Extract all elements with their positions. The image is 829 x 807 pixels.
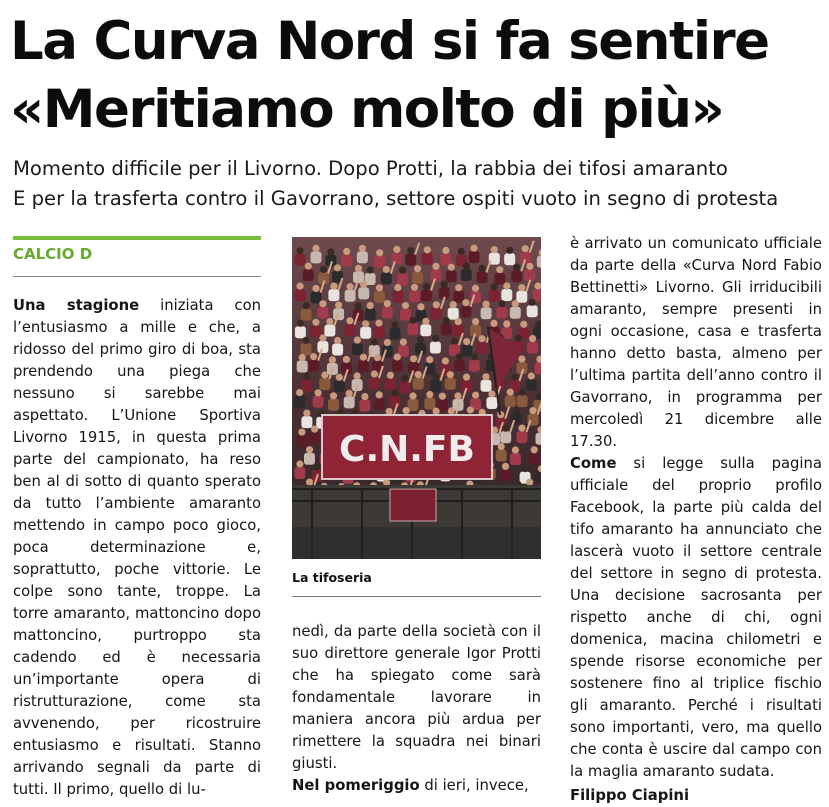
fan-head	[513, 407, 520, 414]
fan-head	[462, 299, 469, 306]
fan-head	[498, 300, 505, 307]
fan-head	[507, 389, 514, 396]
fan-head	[519, 389, 526, 396]
fan-body	[453, 291, 464, 303]
fan-head	[335, 302, 342, 309]
fan-head	[303, 410, 310, 417]
fan-head	[376, 249, 383, 256]
fan-head	[472, 318, 479, 325]
fan-body	[301, 309, 312, 321]
fan-body	[461, 269, 472, 281]
fan-head	[306, 479, 313, 486]
fan-body	[359, 400, 370, 412]
fans-photo	[292, 237, 541, 559]
fan-head	[296, 247, 303, 254]
fan-head	[310, 353, 317, 360]
fan-head	[442, 357, 449, 364]
headline-line-2: «Meritiamo molto di più»	[10, 80, 825, 140]
fan-head	[403, 407, 410, 414]
article-column-3	[570, 233, 822, 807]
fan-head	[302, 337, 309, 344]
fan-body	[469, 360, 480, 372]
fan-body	[311, 251, 322, 263]
fan-body	[441, 323, 452, 335]
fan-body	[510, 307, 521, 319]
paragraph-3-lead: Come	[570, 455, 616, 472]
fan-head	[483, 301, 490, 308]
fan-body	[489, 290, 500, 302]
fan-head	[355, 265, 362, 272]
fan-body	[469, 251, 480, 263]
fan-head	[343, 248, 350, 255]
fan-head	[409, 317, 416, 324]
fan-head	[467, 406, 474, 413]
fan-head	[414, 265, 421, 272]
fan-body	[501, 289, 512, 301]
fan-body	[445, 378, 456, 390]
fan-body	[448, 308, 459, 320]
fan-head	[478, 335, 485, 342]
paragraph-2-part-b	[570, 233, 822, 453]
fan-head	[407, 247, 414, 254]
fan-head	[367, 302, 374, 309]
paragraph-1-part-a	[13, 295, 261, 801]
fan-head	[384, 339, 391, 346]
section-label: CALCIO D	[13, 245, 92, 263]
fan-body	[332, 344, 343, 356]
fan-head	[424, 246, 431, 253]
fan-body	[440, 253, 451, 265]
fan-body	[344, 396, 355, 408]
fan-body	[294, 396, 305, 408]
fan-head	[502, 463, 509, 470]
fan-body	[504, 253, 515, 265]
fan-head	[522, 465, 529, 472]
fan-body	[374, 291, 385, 303]
fan-head	[498, 443, 505, 450]
fan-body	[408, 323, 419, 335]
fan-head	[296, 389, 303, 396]
paragraph-1-lead: Una stagione	[13, 297, 139, 314]
fan-head	[526, 479, 533, 486]
fan-body	[374, 256, 385, 268]
fan-head	[367, 266, 374, 273]
fan-body	[390, 328, 401, 340]
fan-body	[526, 379, 537, 391]
fan-head	[443, 317, 450, 324]
fan-body	[301, 416, 312, 428]
fan-head	[374, 354, 381, 361]
fan-body	[374, 326, 385, 338]
fan-head	[315, 389, 322, 396]
fan-head	[346, 317, 353, 324]
fan-body	[412, 272, 423, 284]
fan-body	[536, 433, 542, 445]
fan-body	[358, 360, 369, 372]
fan-body	[399, 382, 410, 394]
fan-head	[528, 372, 535, 379]
fan-head	[432, 335, 439, 342]
fan-body	[496, 307, 507, 319]
fan-body	[421, 290, 432, 302]
fan-head	[454, 392, 461, 399]
fan-head	[311, 426, 318, 433]
fan-body	[295, 289, 306, 301]
fan-head	[439, 393, 446, 400]
fan-head	[448, 264, 455, 271]
headline-line-1: La Curva Nord si fa sentire	[10, 12, 825, 72]
fan-head	[456, 353, 463, 360]
fan-body	[295, 254, 306, 266]
fan-head	[319, 334, 326, 341]
fan-body	[385, 378, 396, 390]
caption-divider	[292, 596, 541, 597]
fan-head	[326, 318, 333, 325]
paragraph-2-text-b: è arrivato un comunicato ufficiale da parte della «Curva Nord Fabio Bettinetti» Livorno. Gli irriducibili amaranto, sempre presenti in ogni occasione, casa e trasferta hanno detto basta, almeno per l’ultima partita dell’anno contro il Gavorrano, in programma per mercoledì 21 dicembre alle 17.30.	[570, 235, 822, 450]
subheadline-line-1: Momento difficile per il Livorno. Dopo Protti, la rabbia dei tifosi amaranto	[13, 154, 728, 184]
fan-body	[500, 469, 511, 481]
fan-head	[526, 263, 533, 270]
fan-body	[527, 342, 538, 354]
fan-body	[344, 324, 355, 336]
fan-head	[426, 356, 433, 363]
fan-body	[405, 254, 416, 266]
fan-head	[442, 247, 449, 254]
fan-head	[298, 429, 305, 436]
fan-head	[511, 373, 518, 380]
fan-head	[490, 283, 497, 290]
paragraph-1-text-b: nedì, da parte della società con il suo direttore generale Igor Protti che ha spiegato come sarà fondamentale lavorare in maniera ancora più ardua per rimettere la squadra nei binari giusti.	[292, 623, 541, 772]
fan-head	[451, 338, 458, 345]
fan-body	[381, 273, 392, 285]
fan-body	[301, 379, 312, 391]
fan-body	[309, 432, 320, 444]
fan-body	[365, 309, 376, 321]
fan-head	[399, 267, 406, 274]
fan-head	[463, 338, 470, 345]
paragraph-2-part-a	[292, 775, 541, 797]
fan-head	[417, 303, 424, 310]
fan-body	[536, 472, 541, 484]
fan-head	[529, 407, 536, 414]
fan-body	[430, 342, 441, 354]
fan-body	[397, 273, 408, 285]
paragraph-3	[570, 453, 822, 783]
paragraph-3-text: si legge sulla pagina ufficiale del proprio profilo Facebook, la parte più calda del tifo amaranto ha annunciato che lascerà vuoto il settore centrale del settore in segno di protesta. Una decisione sacrosanta per rispetto anche di chi, ogni domenica, macina chilometri e spende risorse economiche per sostenere fino al triplice fischio gli amaranto. Perché i risultati sono importanti, vero, ma quello che conta è uscire dal campo con la maglia amaranto sudata.	[570, 455, 822, 780]
fan-head	[529, 335, 536, 342]
fan-head	[432, 373, 439, 380]
fan-head	[515, 335, 522, 342]
fan-body	[535, 362, 542, 374]
fan-head	[394, 353, 401, 360]
fan-head	[512, 300, 519, 307]
fan-head	[458, 248, 465, 255]
fan-head	[394, 284, 401, 291]
fan-body	[391, 252, 402, 264]
fan-body	[477, 342, 488, 354]
fan-head	[411, 284, 418, 291]
fan-head	[448, 407, 455, 414]
fan-body	[460, 306, 471, 318]
fan-body	[494, 273, 505, 285]
fan-body	[413, 378, 424, 390]
fan-body	[431, 269, 442, 281]
fan-body	[317, 341, 328, 353]
fan-head	[336, 374, 343, 381]
photo-caption: La tifoseria	[292, 570, 372, 585]
fan-head	[433, 408, 440, 415]
fan-body	[524, 269, 535, 281]
fan-body	[422, 253, 433, 265]
fan-head	[312, 319, 319, 326]
fan-body	[511, 270, 522, 282]
fan-head	[422, 318, 429, 325]
fan-head	[409, 392, 416, 399]
fan-head	[415, 371, 422, 378]
fan-body	[392, 291, 403, 303]
fan-head	[463, 262, 470, 269]
article-column-2	[292, 621, 541, 797]
fan-body	[517, 431, 528, 443]
fan-body	[500, 431, 511, 443]
fan-head	[359, 245, 366, 252]
fan-head	[383, 266, 390, 273]
article-column-1	[13, 295, 261, 801]
fan-head	[447, 371, 454, 378]
fan-head	[393, 246, 400, 253]
fan-body	[430, 380, 441, 392]
fan-head	[432, 263, 439, 270]
fan-body	[310, 325, 321, 337]
fan-head	[319, 300, 326, 307]
fan-head	[478, 265, 485, 272]
fan-head	[518, 425, 525, 432]
fan-head	[299, 354, 306, 361]
fan-body	[295, 326, 306, 338]
fan-body	[505, 395, 516, 407]
fan-head	[386, 408, 393, 415]
fan-body	[294, 467, 305, 479]
fan-body	[358, 287, 369, 299]
author-signature: Filippo Ciapini	[570, 785, 822, 807]
fan-head	[360, 281, 367, 288]
fan-head	[306, 446, 313, 453]
fan-head	[512, 446, 519, 453]
fan-body	[424, 398, 435, 410]
fan-head	[513, 264, 520, 271]
fan-head	[334, 337, 341, 344]
fan-body	[529, 453, 540, 465]
fan-body	[486, 397, 497, 409]
fan-head	[296, 460, 303, 467]
fan-head	[522, 245, 529, 252]
fan-body	[345, 290, 356, 302]
fan-body	[420, 324, 431, 336]
fan-head	[362, 320, 369, 327]
fan-head	[355, 302, 362, 309]
fan-head	[312, 285, 319, 292]
fan-body	[517, 395, 528, 407]
fan-body	[317, 307, 328, 319]
fan-body	[352, 343, 363, 355]
fan-head	[502, 425, 509, 432]
fan-head	[531, 446, 538, 453]
fan-body	[313, 396, 324, 408]
fan-body	[481, 380, 492, 392]
fan-body	[374, 398, 385, 410]
fan-head	[503, 282, 510, 289]
fan-body	[461, 345, 472, 357]
fan-head	[400, 338, 407, 345]
fan-body	[454, 360, 465, 372]
fan-head	[371, 338, 378, 345]
fan-head	[426, 391, 433, 398]
fan-head	[303, 302, 310, 309]
fan-head	[303, 373, 310, 380]
fan-head	[297, 320, 304, 327]
fan-body	[328, 289, 339, 301]
fan-head	[376, 391, 383, 398]
fan-head	[346, 390, 353, 397]
fan-body	[481, 307, 492, 319]
fan-head	[423, 283, 430, 290]
fan-head	[313, 463, 320, 470]
fan-head	[354, 337, 361, 344]
fan-body	[409, 290, 420, 302]
fan-body	[369, 377, 380, 389]
fan-body	[382, 307, 393, 319]
fan-head	[391, 321, 398, 328]
fan-body	[516, 291, 527, 303]
fan-head	[334, 264, 341, 271]
fan-head	[297, 283, 304, 290]
fan-body	[304, 453, 315, 465]
fan-head	[471, 353, 478, 360]
fan-head	[503, 320, 510, 327]
paragraph-1-part-b	[292, 621, 541, 775]
fan-body	[311, 292, 322, 304]
paragraph-2-lead: Nel pomeriggio	[292, 777, 420, 794]
paragraph-2-text-a: di ieri, invece,	[420, 777, 529, 794]
fan-head	[518, 284, 525, 291]
fan-head	[354, 372, 361, 379]
fan-head	[463, 374, 470, 381]
fan-body	[328, 399, 339, 411]
fan-body	[334, 380, 345, 392]
fan-head	[391, 389, 398, 396]
fan-head	[410, 355, 417, 362]
fan-body	[296, 435, 307, 447]
fan-body	[527, 305, 538, 317]
fan-head	[402, 302, 409, 309]
banner-text: C.N.FB	[339, 429, 475, 470]
fan-head	[321, 371, 328, 378]
fan-head	[305, 263, 312, 270]
fan-body	[303, 269, 314, 281]
fan-head	[327, 248, 334, 255]
fan-head	[312, 245, 319, 252]
fan-body	[319, 378, 330, 390]
fan-head	[518, 355, 525, 362]
fan-body	[360, 327, 371, 339]
fan-head	[472, 392, 479, 399]
fan-head	[472, 285, 479, 292]
fan-head	[417, 336, 424, 343]
fan-head	[506, 247, 513, 254]
fan-head	[490, 320, 497, 327]
paragraph-1-text-a: iniziata con l’entusiasmo a mille e che, a ridosso del primo giro di boa, sta prendendo una piega che nessuno si sarebbe mai aspettato. L’Unione Sportiva Livorno 1915, in questa prima parte del campionato, ha reso ben al di sotto di quanto sperato da tutto l’ambiente amaranto mettendo in campo poco gioco, poca determinazione e, soprattutto, poche vittorie. Le colpe sono tante, troppe. La torre amaranto, mattoncino dopo mattoncino, purtroppo sta cadendo ed è necessaria un’importante opera di ristrutturazione, come sta avvenendo, per ricostruire entusiasmo e risultati. Stanno arrivando segnali da parte di tutti. Il primo, quello di lu-	[13, 297, 261, 798]
fan-head	[384, 300, 391, 307]
fan-body	[390, 396, 401, 408]
fan-head	[401, 375, 408, 382]
fan-head	[441, 281, 448, 288]
fan-head	[455, 318, 462, 325]
fan-head	[450, 301, 457, 308]
fan-body	[297, 361, 308, 373]
fan-head	[361, 393, 368, 400]
fan-head	[375, 320, 382, 327]
fan-body	[308, 360, 319, 372]
fan-head	[329, 356, 336, 363]
fan-body	[446, 270, 457, 282]
fan-body	[392, 360, 403, 372]
fan-head	[491, 246, 498, 253]
fan-head	[330, 283, 337, 290]
fan-head	[371, 370, 378, 377]
fan-head	[488, 390, 495, 397]
fan-body	[537, 256, 541, 268]
fan-head	[433, 301, 440, 308]
section-divider	[13, 276, 261, 277]
fan-head	[320, 266, 327, 273]
fan-body	[324, 325, 335, 337]
fan-head	[482, 373, 489, 380]
section-rule	[13, 236, 261, 240]
fan-body	[496, 450, 507, 462]
subheadline-line-2: E per la trasferta contro il Gavorrano, settore ospiti vuoto in segno di protesta	[13, 184, 778, 214]
fan-body	[400, 309, 411, 321]
fan-body	[301, 343, 312, 355]
fan-head	[470, 245, 477, 252]
fan-head	[387, 372, 394, 379]
fan-body	[477, 271, 488, 283]
fan-body	[357, 251, 368, 263]
fan-head	[330, 392, 337, 399]
fan-head	[529, 299, 536, 306]
fan-head	[455, 284, 462, 291]
fan-body	[341, 254, 352, 266]
fan-head	[360, 354, 367, 361]
fan-head	[376, 284, 383, 291]
fan-head	[343, 356, 350, 363]
fan-body	[510, 453, 521, 465]
fan-head	[347, 283, 354, 290]
fan-head	[496, 266, 503, 273]
fan-body	[431, 308, 442, 320]
fan-head	[520, 321, 527, 328]
